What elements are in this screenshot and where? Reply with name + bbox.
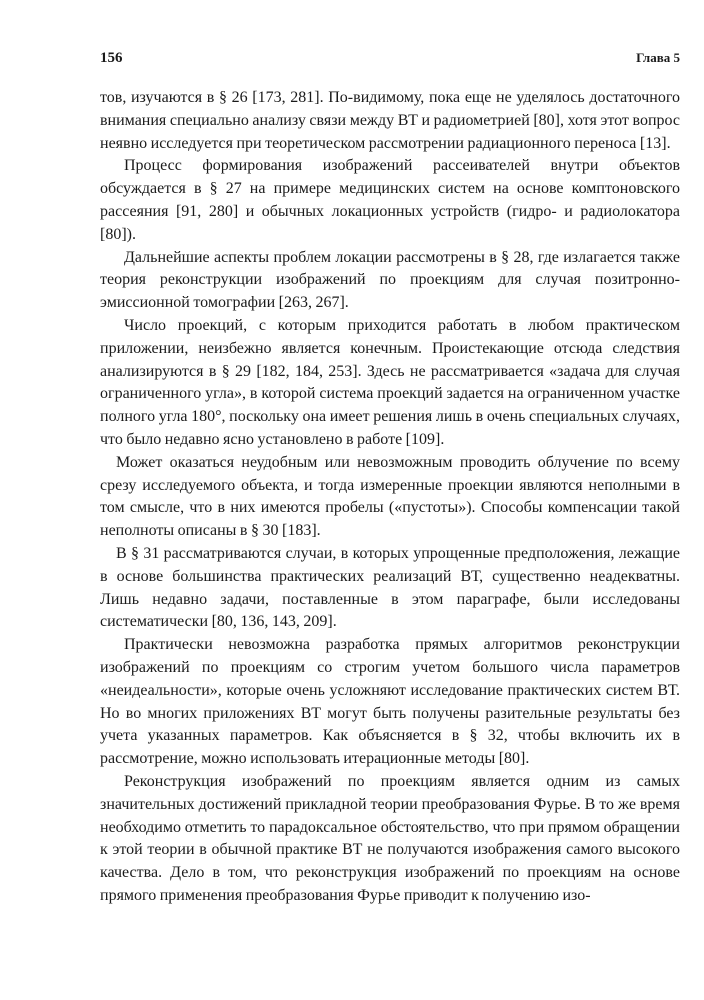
paragraph-assumptions: В § 31 рассматриваются случаи, в которых упрощенные предположения, лежащие в основе большинства практических реализаций ВТ, существенно неадекватны. Лишь недавно задачи, поставленные в этом параграфе, были исследованы систематически [80, 136, 143, 209].: [100, 544, 680, 631]
text-body: [100, 87, 680, 908]
paragraph-projections: Число проекций, с которым приходится работать в любом практическом приложении, неизбежно является конечным. Проистекающие отсюда следствия анализируются в § 29 [182, 184, 253]. Здесь не рассматривается «задача для случая ограниченного угла», в которой система проекций задается на ограниченном участке полного угла 180°, поскольку она имеет решения лишь в очень специальных случаях, что было недавно ясно установлено в работе [109].: [100, 316, 680, 448]
paragraph-location: Дальнейшие аспекты проблем локации рассмотрены в § 28, где излагается также теория реконструкции изображений по проекциям для случая позитронно-эмиссионной томографии [263, 267].: [100, 248, 680, 312]
paragraph-scattering: Процесс формирования изображений рассеивателей внутри объектов обсуждается в § 27 на примере медицинских систем на основе комптоновского рассеяния [91, 280] и обычных локационных устройств (гидро- и радиолокатора [80]).: [100, 157, 680, 243]
paragraph-incomplete: Может оказаться неудобным или невозможным проводить облучение по всему срезу исследуемого объекта, и тогда измеренные проекции являются неполными в том смысле, что в них имеются пробелы («пустоты»). Способы компенсации такой неполноты описаны в § 30 [183].: [100, 453, 680, 540]
paragraph-fourier: Реконструкция изображений по проекциям является одним из самых значительных достижений прикладной теории преобразования Фурье. В то же время необходимо отметить то парадоксальное обстоятельство, что при прямом обращении к этой теории в обычной практике ВТ не получаются изображения самого высокого качества. Дело в том, что реконструкция изображений по проекциям на основе прямого применения преобразования Фурье приводит к получению изо-: [100, 772, 680, 904]
page-header: [100, 50, 680, 72]
paragraph-continuation: тов, изучаются в § 26 [173, 281]. По-видимому, пока еще не уделялось достаточного внимания специально анализу связи между ВТ и радиометрией [80], хотя этот вопрос неявно исследуется при теоретическом рассмотрении радиационного переноса [13].: [100, 89, 680, 152]
paragraph-iterative: Практически невозможна разработка прямых алгоритмов реконструкции изображений по проекциям со строгим учетом большого числа параметров «неидеальности», которые очень усложняют исследование практических систем ВТ. Но во многих приложениях ВТ могут быть получены разительные результаты без учета указанных параметров. Как объясняется в § 32, чтобы включить их в рассмотрение, можно использовать итерационные методы [80].: [100, 636, 680, 768]
chapter-title: Глава 5: [636, 50, 680, 65]
page-number: 156: [100, 50, 123, 66]
